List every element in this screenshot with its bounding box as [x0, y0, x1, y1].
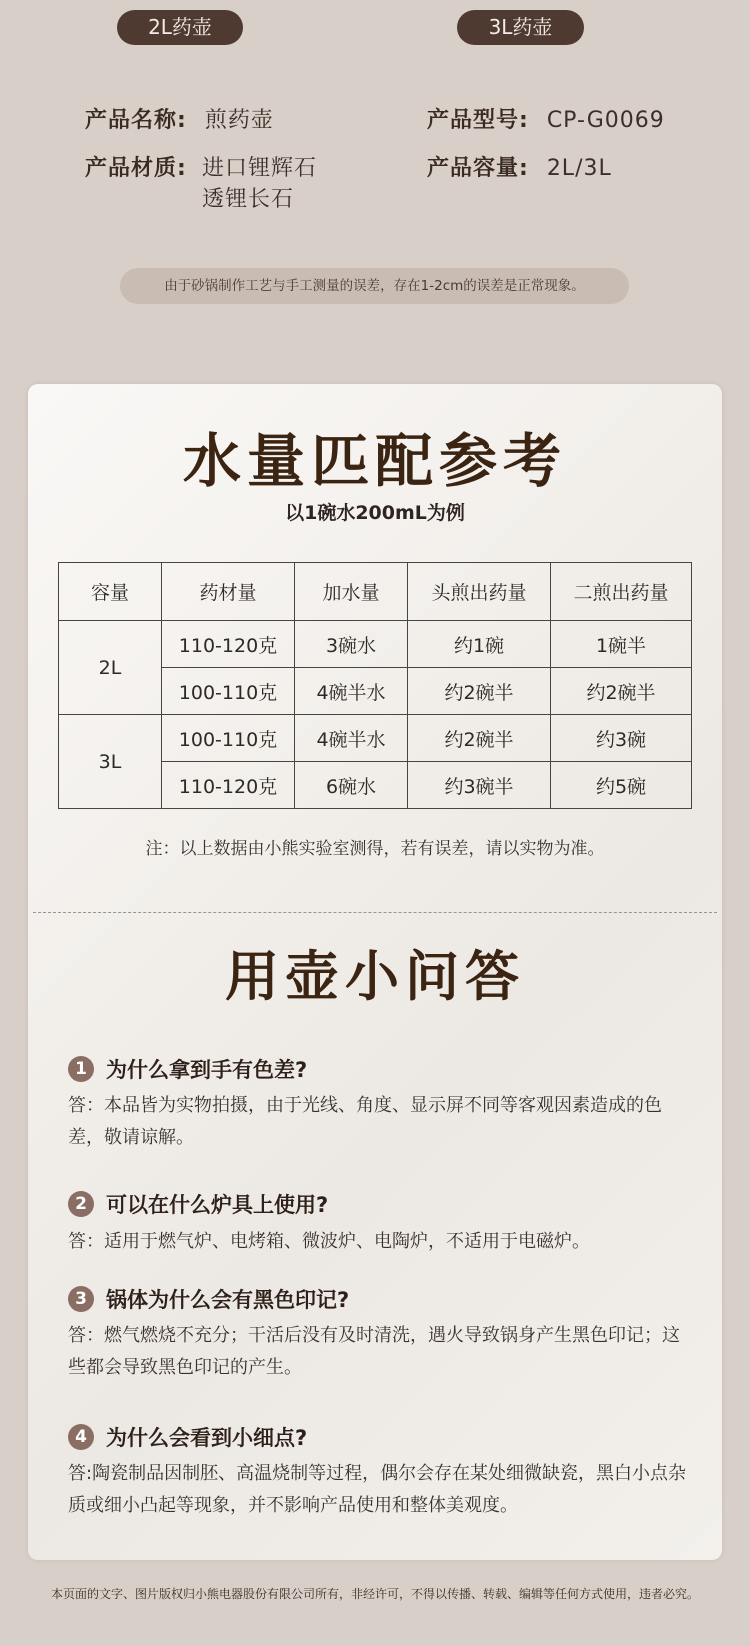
water-table: [58, 562, 692, 809]
table-cell: 4碗半水: [295, 668, 408, 715]
table-header-cell: 头煎出药量: [408, 563, 551, 621]
number-badge-icon: 1: [68, 1056, 94, 1082]
qa-answer-1: 答：本品皆为实物拍摄，由于光线、角度、显示屏不同等客观因素造成的色差，敬请谅解。: [68, 1095, 662, 1148]
table-row: [59, 621, 692, 668]
table-header-row: [59, 563, 692, 621]
number-badge-icon: 4: [68, 1424, 94, 1450]
spec-name: [85, 103, 274, 134]
water-section-title: 水量匹配参考: [182, 427, 567, 495]
spec-model: [427, 103, 665, 134]
table-header-cell: 药材量: [162, 563, 295, 621]
table-cell: 约2碗半: [408, 715, 551, 762]
spec-capacity-value: 2L/3L: [546, 156, 612, 181]
spec-name-label: 产品名称:: [85, 108, 187, 133]
spec-model-label: 产品型号:: [427, 108, 529, 133]
section-divider: [33, 912, 717, 913]
qa-section-title: 用壶小问答: [225, 944, 525, 1008]
table-cell: 6碗水: [295, 762, 408, 809]
qa-question-3: [68, 1284, 349, 1314]
table-header-cell: 容量: [59, 563, 162, 621]
spec-material-value-2: 透锂长石: [202, 187, 295, 212]
qa-answer-3: 答：燃气燃烧不充分；干活后没有及时清洗，遇火导致锅身产生黑色印记；这些都会导致黑色印记的产生。: [68, 1325, 680, 1378]
table-footnote: 注：以上数据由小熊实验室测得，若有误差，请以实物为准。: [145, 839, 605, 859]
qa-question-2: [68, 1189, 328, 1219]
question-text: 可以在什么炉具上使用?: [106, 1193, 329, 1217]
spec-model-value: CP-G0069: [546, 108, 665, 133]
table-cell: 110-120克: [162, 621, 295, 668]
info-card: [28, 384, 722, 1560]
table-row: [59, 715, 692, 762]
table-cell: 100-110克: [162, 668, 295, 715]
table-header-cell: 二煎出药量: [551, 563, 692, 621]
table-cell: 1碗半: [551, 621, 692, 668]
spec-capacity-label: 产品容量:: [427, 156, 529, 181]
qa-question-4: [68, 1422, 307, 1452]
tolerance-notice: 由于砂锅制作工艺与手工测量的误差，存在1-2cm的误差是正常现象。: [120, 268, 629, 304]
table-cell: 约3碗: [551, 715, 692, 762]
number-badge-icon: 2: [68, 1191, 94, 1217]
capacity-cell: 2L: [59, 621, 162, 715]
table-cell: 约3碗半: [408, 762, 551, 809]
table-header-cell: 加水量: [295, 563, 408, 621]
tab-2l-pot: 2L药壶: [117, 10, 243, 45]
table-cell: 4碗半水: [295, 715, 408, 762]
spec-material: [85, 151, 187, 182]
qa-question-1: [68, 1054, 307, 1084]
table-cell: 约5碗: [551, 762, 692, 809]
spec-material-value-1: 进口锂辉石: [202, 156, 318, 181]
question-text: 为什么拿到手有色差?: [106, 1058, 308, 1082]
table-cell: 3碗水: [295, 621, 408, 668]
copyright-notice: 本页面的文字、图片版权归小熊电器股份有限公司所有，非经许可，不得以传播、转载、编辑等任何方式使用，违者必究。: [50, 1587, 699, 1601]
qa-answer-4: 答:陶瓷制品因制胚、高温烧制等过程，偶尔会存在某处细微缺瓷，黑白小点杂质或细小凸起等现象，并不影响产品使用和整体美观度。: [68, 1463, 687, 1516]
capacity-cell: 3L: [59, 715, 162, 809]
table-cell: 约2碗半: [551, 668, 692, 715]
water-section-subtitle: 以1碗水200mL为例: [285, 502, 465, 524]
tab-3l-pot: 3L药壶: [457, 10, 584, 45]
number-badge-icon: 3: [68, 1286, 94, 1312]
spec-material-label: 产品材质:: [85, 156, 187, 181]
table-cell: 约2碗半: [408, 668, 551, 715]
question-text: 为什么会看到小细点?: [106, 1426, 308, 1450]
table-cell: 约1碗: [408, 621, 551, 668]
qa-answer-2: 答：适用于燃气炉、电烤箱、微波炉、电陶炉，不适用于电磁炉。: [68, 1231, 590, 1252]
table-cell: 100-110克: [162, 715, 295, 762]
spec-capacity: [427, 151, 612, 182]
question-text: 锅体为什么会有黑色印记?: [106, 1288, 350, 1312]
table-cell: 110-120克: [162, 762, 295, 809]
spec-name-value: 煎药壶: [204, 108, 274, 133]
